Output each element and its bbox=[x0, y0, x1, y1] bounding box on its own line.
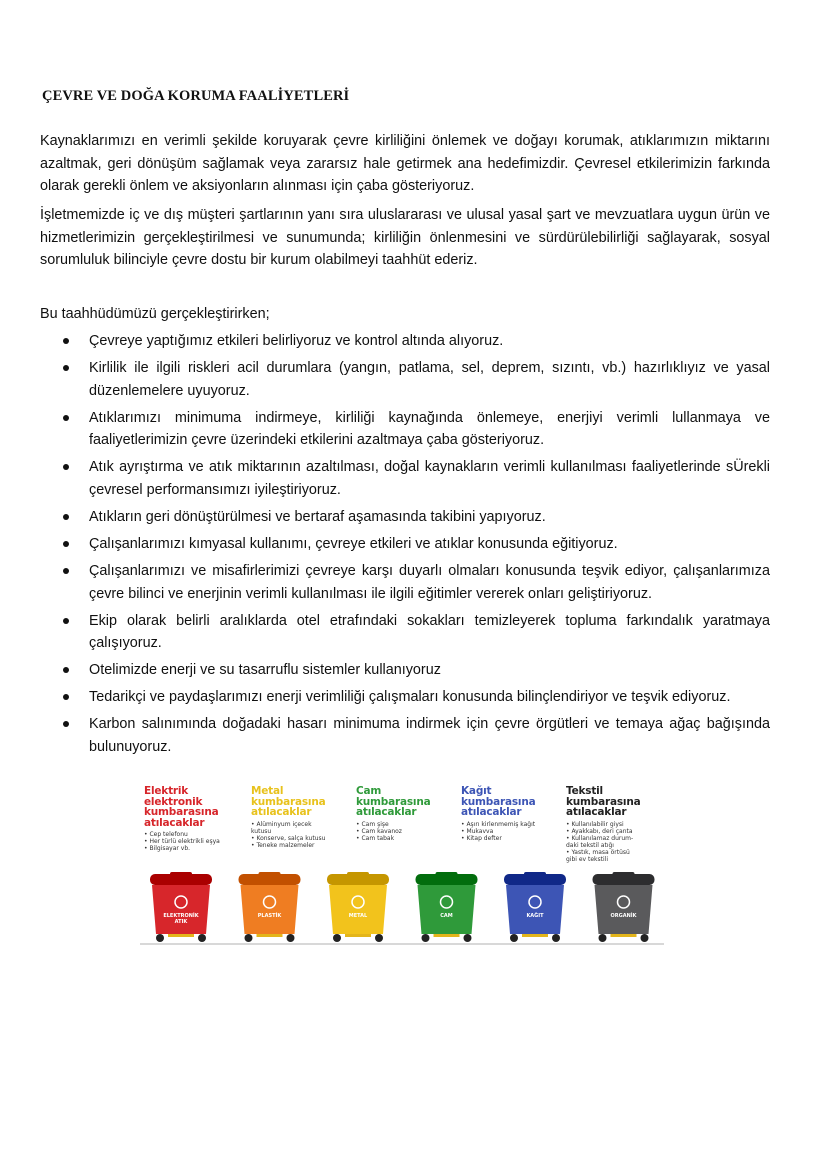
bin-body bbox=[329, 885, 387, 934]
commitment-list bbox=[40, 330, 770, 763]
list-item: Atık ayrıştırma ve atık miktarının azaltılması, doğal kaynakların verimli kullanılması faaliyetlerinde sÜrekli çevresel performansımızı iyileştiriyoruz. bbox=[40, 456, 770, 501]
list-item: Atıklarımızı minimuma indirmeye, kirliliği kaynağında önlemeye, enerjiyi verimli lullanmaya ve faaliyetlerimizin çevre üzerindeki etkilerini azaltmaya çaba gösteriyoruz. bbox=[40, 407, 770, 452]
wheel-icon bbox=[245, 934, 253, 942]
category-paper bbox=[461, 786, 563, 842]
recycling-bin bbox=[239, 872, 301, 942]
bin-label: ELEKTRONİK bbox=[163, 913, 199, 919]
bin-body bbox=[418, 885, 476, 934]
bin-base bbox=[611, 934, 637, 937]
bullet-icon bbox=[63, 541, 69, 547]
bin-base bbox=[522, 934, 548, 937]
paragraph-2: İşletmemizde iç ve dış müşteri şartlarının yanı sıra uluslararası ve ulusal yasal şart ve mevzuatlara uygun ürün ve hizmetlerimizin gerçekleştirilmesi ve sunumunda; kirliliğin önlenmesini ve sürdürülebilirliği sağlayarak, sosyal sorumluluk bilinciyle çevre dostu bir kurum olabilmeyi taahhüt ederiz. bbox=[40, 207, 770, 268]
bin-body bbox=[595, 885, 653, 934]
bin-label: METAL bbox=[348, 913, 368, 919]
bin-base bbox=[168, 934, 194, 937]
bin-label: KAĞIT bbox=[526, 913, 544, 919]
bins-row bbox=[140, 872, 664, 946]
page-title: ÇEVRE VE DOĞA KORUMA FAALİYETLERİ bbox=[42, 88, 350, 104]
category-items: • Alüminyum içecek kutusu • Konserve, salça kutusu • Teneke malzemeler bbox=[251, 820, 326, 849]
list-item: Otelimizde enerji ve su tasarruflu sistemler kullanıyoruz bbox=[40, 659, 770, 682]
category-heading: Metal kumbarasına atılacaklar bbox=[251, 785, 326, 818]
category-heading: Tekstil kumbarasına atılacaklar bbox=[566, 785, 641, 818]
paragraph-1: Kaynaklarımızı en verimli şekilde koruyarak çevre kirliliğini önlemek ve doğayı korumak, atıklarımızın miktarını azaltmak, geri dönüşüm sağlamak veya zararsız hale getirmek ana hedefimizdir. Çevresel etkilerimizin farkında olarak gerekli önlem ve aksiyonların alınması için çaba gösteriyoruz. bbox=[40, 133, 770, 194]
bullet-icon bbox=[63, 721, 69, 727]
wheel-icon bbox=[198, 934, 206, 942]
wheel-icon bbox=[599, 934, 607, 942]
wheel-icon bbox=[552, 934, 560, 942]
wheel-icon bbox=[375, 934, 383, 942]
bin-handle bbox=[613, 872, 635, 876]
wheel-icon bbox=[333, 934, 341, 942]
category-items: • Aşırı kirlenmemiş kağıt • Mukavva • Kitap defter bbox=[461, 820, 536, 842]
category-metal bbox=[251, 786, 353, 849]
bullet-icon bbox=[63, 365, 69, 371]
list-item: Ekip olarak belirli aralıklarda otel etrafındaki sokakları temizleyerek topluma farkındalık yaratmaya çalışıyoruz. bbox=[40, 610, 770, 655]
recycling-bin bbox=[504, 872, 566, 942]
bin-base bbox=[345, 934, 371, 937]
bullet-icon bbox=[63, 514, 69, 520]
bullet-icon bbox=[63, 338, 69, 344]
bullet-icon bbox=[63, 618, 69, 624]
category-heading: Cam kumbarasına atılacaklar bbox=[356, 785, 431, 818]
category-glass bbox=[356, 786, 458, 842]
category-items: • Kullanılabilir giysi • Ayakkabı, deri çanta • Kullanılamaz durum- daki tekstil atığı • Yastık, masa örtüsü gibi ev tekstili bbox=[566, 820, 634, 863]
commitment-intro: Bu taahhüdümüzü gerçekleştirirken; bbox=[40, 306, 270, 322]
list-item: Çevreye yaptığımız etkileri belirliyoruz ve kontrol altında alıyoruz. bbox=[40, 330, 770, 353]
bin-label: PLASTİK bbox=[257, 913, 282, 919]
list-item: Atıkların geri dönüştürülmesi ve bertaraf aşamasında takibini yapıyoruz. bbox=[40, 506, 770, 529]
ground-line bbox=[140, 943, 664, 945]
list-item: Karbon salınımında doğadaki hasarı minimuma indirmek için çevre örgütleri ve temaya ağaç bağışında bulunuyoruz. bbox=[40, 713, 770, 758]
recycling-bin bbox=[416, 872, 478, 942]
bin-handle bbox=[259, 872, 281, 876]
recycling-bin bbox=[593, 872, 655, 942]
list-item: Çalışanlarımızı kımyasal kullanımı, çevreye etkileri ve atıklar konusunda eğitiyoruz. bbox=[40, 533, 770, 556]
bullet-icon bbox=[63, 667, 69, 673]
wheel-icon bbox=[641, 934, 649, 942]
bullet-icon bbox=[63, 464, 69, 470]
bin-label: CAM bbox=[440, 913, 453, 919]
wheel-icon bbox=[422, 934, 430, 942]
list-item: Tedarikçi ve paydaşlarımızı enerji verimliliği çalışmaları konusunda bilinçlendiriyor ve teşvik ediyoruz. bbox=[40, 686, 770, 709]
list-item: Kirlilik ile ilgili riskleri acil durumlara (yangın, patlama, sel, deprem, sızıntı, vb.) hazırlıklıyız ve yasal düzenlemelere uyuyoruz. bbox=[40, 357, 770, 402]
category-textile bbox=[566, 786, 668, 863]
bin-label: ATIK bbox=[174, 919, 188, 925]
bin-handle bbox=[170, 872, 192, 876]
bin-handle bbox=[347, 872, 369, 876]
recycling-bin bbox=[150, 872, 212, 942]
category-heading: Elektrik elektronik kumbarasına atılacaklar bbox=[144, 785, 219, 829]
bin-handle bbox=[524, 872, 546, 876]
bin-body bbox=[506, 885, 564, 934]
wheel-icon bbox=[510, 934, 518, 942]
recycling-bins-illustration bbox=[140, 786, 664, 946]
bin-base bbox=[257, 934, 283, 937]
category-electronic bbox=[144, 786, 246, 852]
category-items: • Cep telefonu • Her türlü elektrikli eşya • Bilgisayar vb. bbox=[144, 831, 220, 852]
category-items: • Cam şişe • Cam kavanoz • Cam tabak bbox=[356, 820, 402, 842]
bin-base bbox=[434, 934, 460, 937]
bullet-icon bbox=[63, 694, 69, 700]
list-item: Çalışanlarımızı ve misafirlerimizi çevreye karşı duyarlı olmaları konusunda teşvik ediyor, çalışanlarımıza çevre bilinci ve enerjinin verimli kullanılması ile ilgili eğitimler vererek onları geliştiriyoruz. bbox=[40, 560, 770, 605]
wheel-icon bbox=[287, 934, 295, 942]
recycling-bin bbox=[327, 872, 389, 942]
category-heading: Kağıt kumbarasına atılacaklar bbox=[461, 785, 536, 818]
bullet-icon bbox=[63, 415, 69, 421]
bullet-icon bbox=[63, 568, 69, 574]
wheel-icon bbox=[464, 934, 472, 942]
wheel-icon bbox=[156, 934, 164, 942]
bin-body bbox=[152, 885, 210, 934]
bin-label: ORGANİK bbox=[610, 913, 637, 919]
bin-body bbox=[241, 885, 299, 934]
bin-handle bbox=[436, 872, 458, 876]
